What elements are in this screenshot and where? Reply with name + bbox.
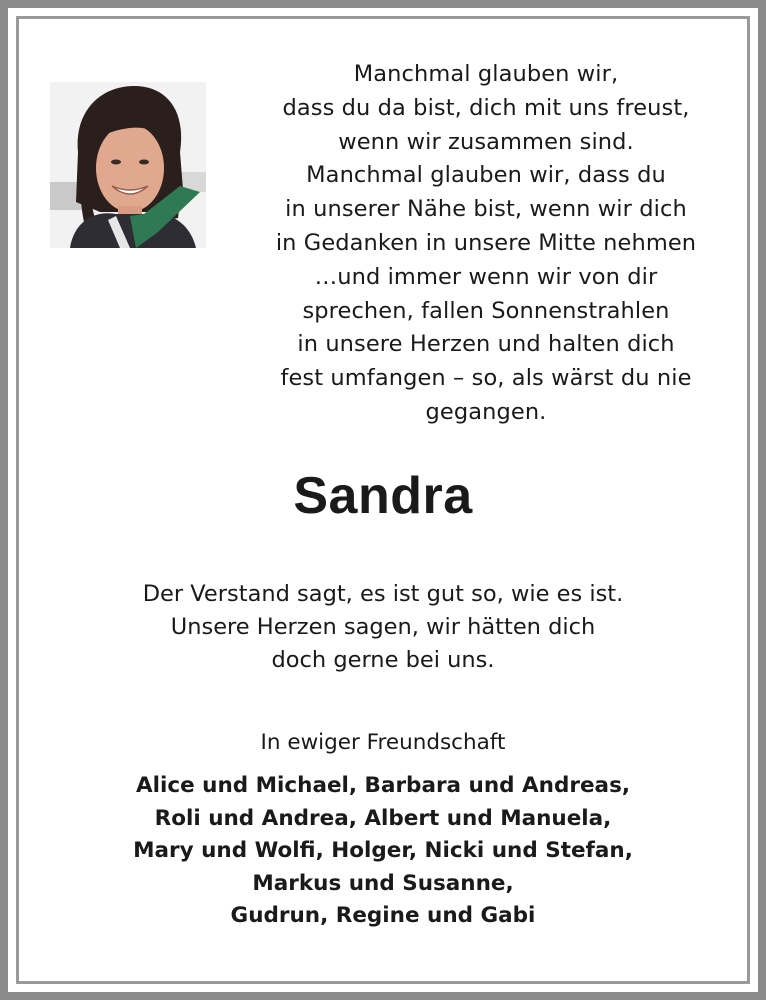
poem-line: in unserer Nähe bist, wenn wir dich	[285, 196, 687, 223]
quote-line: doch gerne bei uns.	[271, 647, 495, 673]
quote-line: Der Verstand sagt, es ist gut so, wie es ist.	[142, 581, 624, 607]
mourners-line: Mary und Wolfi, Holger, Nicki und Stefan,	[133, 838, 633, 864]
poem-line: Manchmal glauben wir, dass du	[306, 162, 666, 189]
mourners-list	[0, 770, 766, 933]
poem-line: in unsere Herzen und halten dich	[297, 331, 675, 358]
poem-line: fest umfangen – so, als wärst du nie	[280, 365, 692, 392]
poem-line: Manchmal glauben wir,	[353, 61, 619, 87]
portrait-image	[50, 82, 206, 248]
mourners-line: Gudrun, Regine und Gabi	[230, 903, 536, 929]
mourners-line: Alice und Michael, Barbara und Andreas,	[135, 773, 631, 798]
poem-line: in Gedanken in unsere Mitte nehmen	[275, 229, 697, 256]
mourners-line: Markus und Susanne,	[252, 870, 514, 896]
quote-line: Unsere Herzen sagen, wir hätten dich	[170, 614, 596, 640]
poem-line: sprechen, fallen Sonnenstrahlen	[302, 297, 670, 324]
mourners-line: Roli und Andrea, Albert und Manuela,	[154, 805, 612, 831]
portrait-photo	[50, 82, 206, 248]
deceased-name: Sandra	[293, 467, 473, 525]
poem-line: …und immer wenn wir von dir	[314, 263, 658, 290]
quote	[0, 578, 766, 677]
poem	[236, 58, 736, 430]
poem-line: gegangen.	[425, 398, 547, 425]
poem-line: dass du da bist, dich mit uns freust,	[282, 94, 690, 121]
closing-phrase: In ewiger Freundschaft	[260, 730, 506, 755]
poem-line: wenn wir zusammen sind.	[338, 128, 634, 155]
